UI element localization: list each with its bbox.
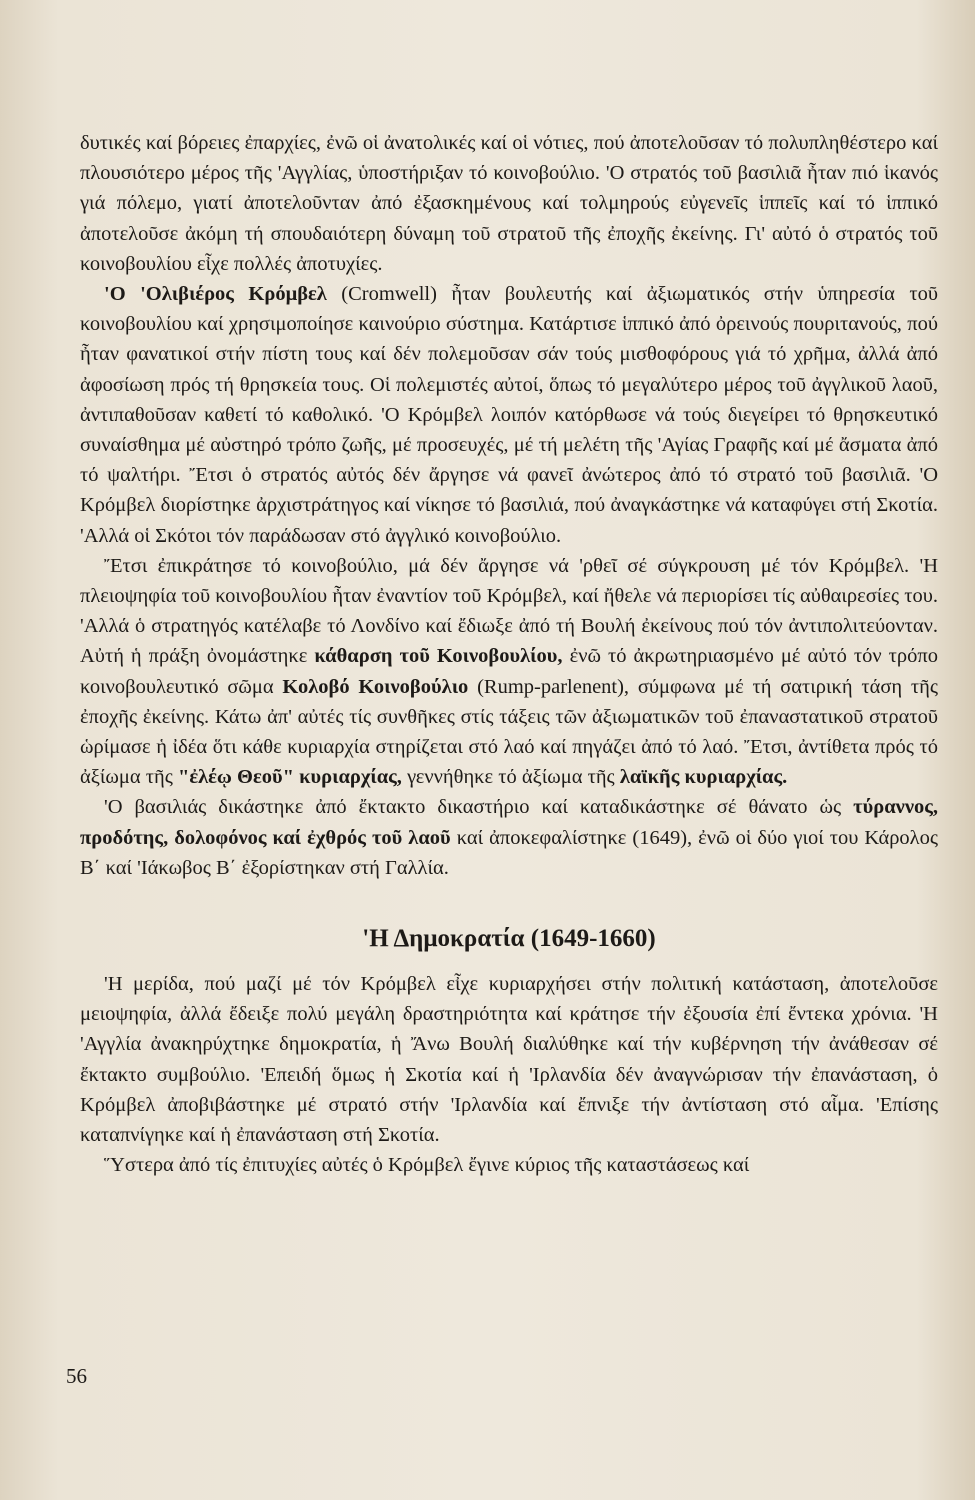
bold-name-cromwell: 'Ο 'Ολιβιέρος Κρόμβελ <box>104 283 327 306</box>
paragraph-3-text-3: (Rump-parlenent), σύμφωνα μέ τή σατιρική τάση τῆς ἐποχῆς ἐκείνης. Κάτω ἀπ' αὐτές τίς συνθῆκες στίς τάξεις τῶν ἀξιωματικῶν τοῦ ἐπαναστατικοῦ στρατοῦ ὡρίμασε ἡ ἰδέα ὅτι κάθε κυριαρχία στηρίζεται στό λαό καί πηγάζει ἀπό τό λαό. Ἔτσι, ἀντίθετα πρός τό ἀξίωμα τῆς <box>80 675 938 789</box>
section-heading: 'Η Δημοκρατία (1649-1660) <box>362 925 656 953</box>
page-body <box>80 128 938 1181</box>
paragraph-4-text-2: καί ἀποκεφαλίστηκε (1649), ἐνῶ οἱ δύο γιοί του Κάρολος Β΄ καί 'Ιάκωβος Β΄ ἐξορίστηκαν στή Γαλλία. <box>80 826 938 879</box>
paragraph-2 <box>80 279 938 551</box>
paragraph-3-text-2: ἐνῶ τό ἀκρωτηριασμένο μέ αὐτό τόν τρόπο κοινοβουλευτικό σῶμα <box>80 645 938 698</box>
bold-term-divine-right: "ἐλέῳ Θεοῦ" κυριαρχίας, <box>177 766 402 789</box>
paragraph-3 <box>80 551 938 793</box>
paragraph-6: Ὕστερα ἀπό τίς ἐπιτυχίες αὐτές ὁ Κρόμβελ ἔγινε κύριος τῆς καταστάσεως καί <box>104 1154 750 1177</box>
paragraph-1: δυτικές καί βόρειες ἐπαρχίες, ἐνῶ οἱ ἀνατολικές καί οἱ νότιες, πού ἀποτελοῦσαν τό πολυπληθέστερο καί πλουσιότερο μέρος τῆς 'Αγγλίας, ὑποστήριξαν τό κοινοβούλιο. 'Ο στρατός τοῦ βασιλιᾶ ἦταν πιό ἱκανός γιά πόλεμο, γιατί ἀποτελοῦνταν ἀπό ἐξασκημένους καί τολμηρούς εὐγενεῖς ἱππεῖς καί τό ἱππικό ἀποτελοῦσε ἀκόμη τή σπουδαιότερη δύναμη τοῦ στρατοῦ τῆς ἐποχῆς ἐκείνης. Γι' αὐτό ὁ στρατός τοῦ κοινοβουλίου εἶχε πολλές ἀποτυχίες. <box>80 132 938 275</box>
bold-term-rump: Κολοβό Κοινοβούλιο <box>282 675 469 698</box>
page-number: 56 <box>66 1364 87 1388</box>
paragraph-5: 'Η μερίδα, πού μαζί μέ τόν Κρόμβελ εἶχε κυριαρχήσει στήν πολιτική κατάσταση, ἀποτελοῦσε μειοψηφία, ἀλλά ἔδειξε πολύ μεγάλη δραστηριότητα καί κράτησε τήν ἐξουσία ἐπί ἔντεκα χρόνια. 'Η 'Αγγλία ἀνακηρύχτηκε δημοκρατία, ἡ Ἄνω Βουλή διαλύθηκε καί τήν κυβέρνηση τήν ἀνάθεσαν σέ ἔκτακτο συμβούλιο. 'Επειδή ὅμως ἡ Σκοτία καί ἡ 'Ιρλανδία δέν ἀναγνώρισαν τήν ἐπανάσταση, ὁ Κρόμβελ ἀποβιβάστηκε μέ στρατό στήν 'Ιρλανδία καί ἔπνιξε τήν ἀντίσταση στό αἷμα. 'Επίσης καταπνίγηκε καί ἡ ἐπανάσταση στή Σκοτία. <box>80 973 938 1147</box>
bold-term-popular-sovereignty: λαϊκῆς κυριαρχίας. <box>619 766 788 789</box>
bold-term-tyrant: τύραννος, προδότης, δολοφόνος καί ἐχθρός τοῦ λαοῦ <box>80 796 938 849</box>
paragraph-3-text-1: Ἔτσι ἐπικράτησε τό κοινοβούλιο, μά δέν ἄργησε νά 'ρθεῖ σέ σύγκρουση μέ τόν Κρόμβελ. 'Η πλειοψηφία τοῦ κοινοβουλίου ἦταν ἐναντίον τοῦ Κρόμβελ, καί ἤθελε νά περιορίσει τίς αὐθαιρεσίες του. 'Αλλά ὁ στρατηγός κατέλαβε τό Λονδίνο καί ἔδιωξε ἀπό τή Βουλή ἐκείνους πού τόν ἀντιπολιτεύονταν. Αὐτή ἡ πράξη ὀνομάστηκε <box>80 554 938 668</box>
bold-term-purge: κάθαρση τοῦ Κοινοβουλίου, <box>314 645 563 668</box>
paragraph-3-text-4: γεννήθηκε τό ἀξίωμα τῆς <box>401 766 620 789</box>
paragraph-2-text: (Cromwell) ἦταν βουλευτής καί ἀξιωματικός στήν ὑπηρεσία τοῦ κοινοβουλίου καί χρησιμοποίησε καινούριο σύστημα. Κατάρτισε ἱππικό ἀπό ὀρεινούς πουριτανούς, πού ἦταν φανατικοί στήν πίστη τους καί δέν πολεμοῦσαν σάν τούς μισθοφόρους γιά τό χρῆμα, ἀλλά ἀπό ἀφοσίωση πρός τή θρησκεία τους. Οἱ πολεμιστές αὐτοί, ὅπως τό μεγαλύτερο μέρος τοῦ ἀγγλικοῦ λαοῦ, ἀντιπαθοῦσαν καθετί τό καθολικό. 'Ο Κρόμβελ λοιπόν κατόρθωσε νά τούς διεγείρει τό θρησκευτικό συναίσθημα μέ αὐστηρό τρόπο ζωῆς, μέ προσευχές, μέ τή μελέτη τῆς 'Αγίας Γραφῆς καί μέ ἄσματα ἀπό τό ψαλτήρι. Ἔτσι ὁ στρατός αὐτός δέν ἄργησε νά φανεῖ ἀνώτερος ἀπό τό στρατό τοῦ βασιλιᾶ. 'Ο Κρόμβελ διορίστηκε ἀρχιστράτηγος καί νίκησε τό βασιλιά, πού ἀναγκάστηκε νά καταφύγει στή Σκοτία. 'Αλλά οἱ Σκότοι τόν παράδωσαν στό ἀγγλικό κοινοβούλιο. <box>80 283 938 547</box>
paragraph-4-text-1: 'Ο βασιλιάς δικάστηκε ἀπό ἔκτακτο δικαστήριο καί καταδικάστηκε σέ θάνατο ὡς <box>104 796 854 819</box>
paragraph-4 <box>80 792 938 883</box>
